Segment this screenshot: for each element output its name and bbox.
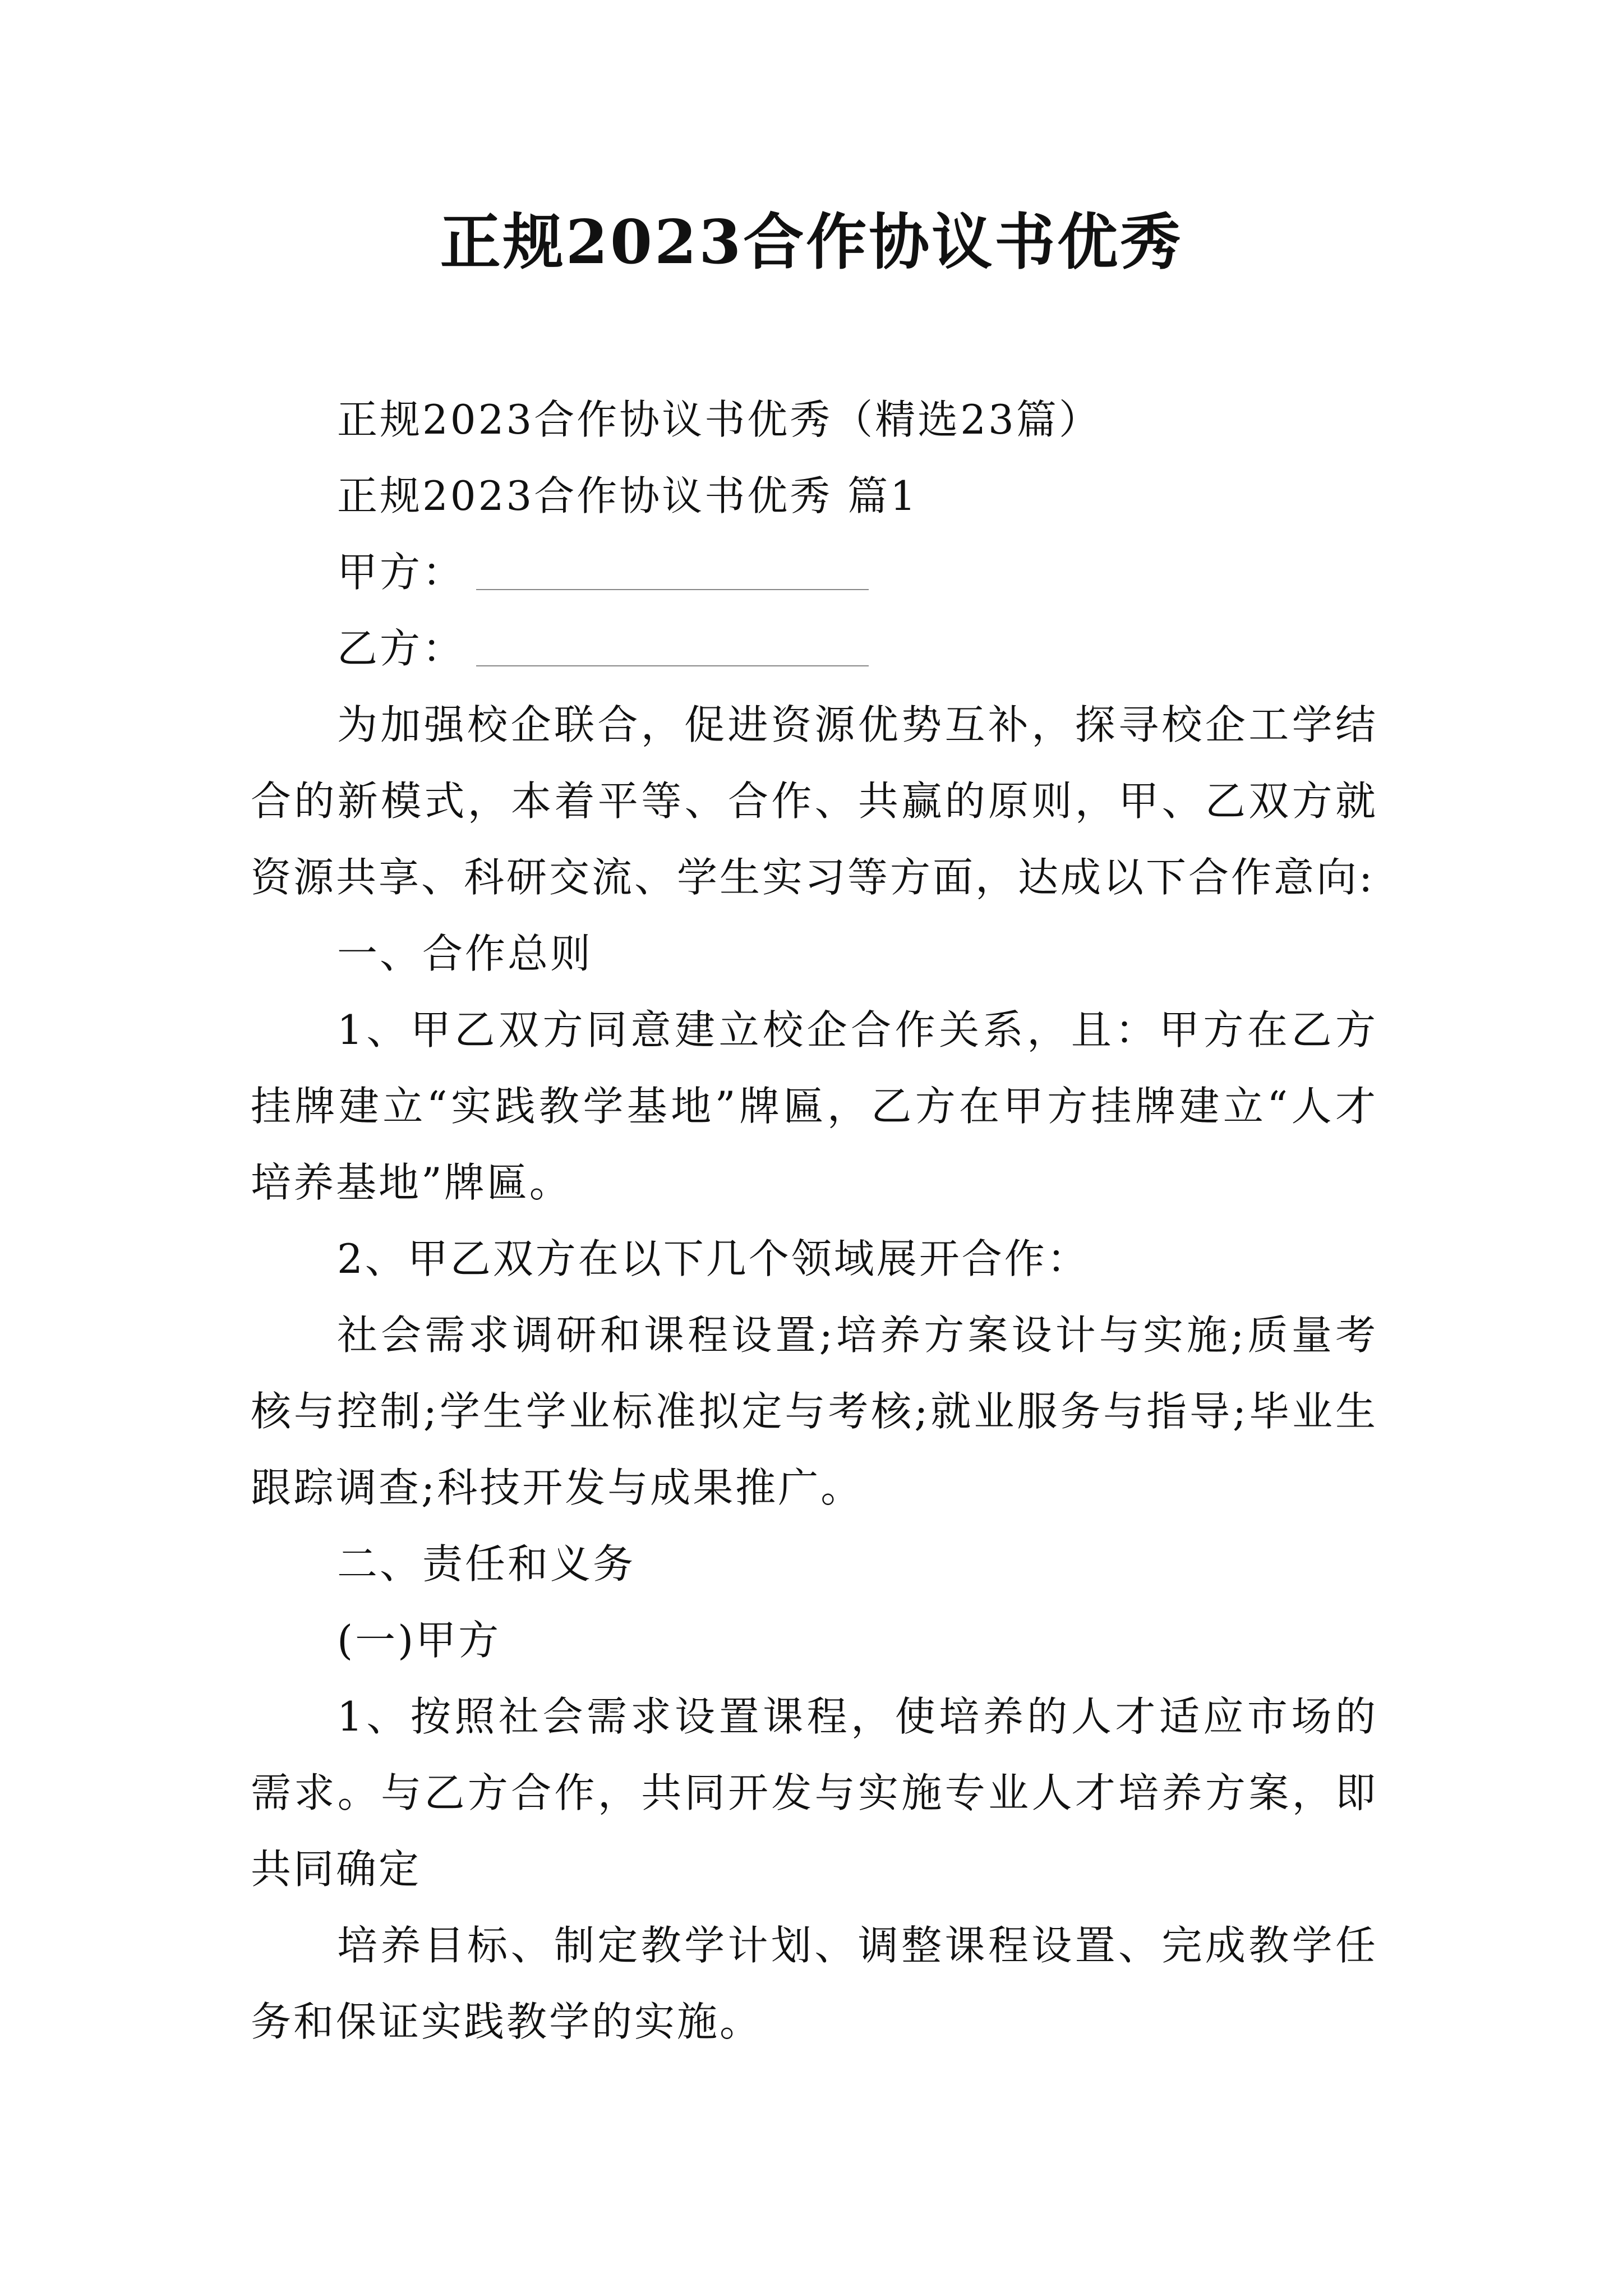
document-title: 正规2023合作协议书优秀 <box>440 207 1183 278</box>
party-a-duty-1: 1、按照社会需求设置课程，使培养的人才适应市场的需求。与乙方合作，共同开发与实施专业人才培养方案，即共同确定 <box>251 1693 1378 1893</box>
document-subtitle: 正规2023合作协议书优秀（精选23篇） <box>337 396 1101 443</box>
heading-general-principles: 一、合作总则 <box>337 930 593 977</box>
heading-party-a: (一)甲方 <box>337 1617 501 1664</box>
party-a-blank-line <box>476 587 869 590</box>
document-body <box>251 381 1378 2060</box>
party-a-duty-1-continued: 培养目标、制定教学计划、调整课程设置、完成教学任务和保证实践教学的实施。 <box>251 1922 1378 2045</box>
clause-2: 2、甲乙双方在以下几个领域展开合作： <box>337 1235 1090 1282</box>
intro-paragraph: 为加强校企联合，促进资源优势互补，探寻校企工学结合的新模式，本着平等、合作、共赢的原则，甲、乙双方就资源共享、科研交流、学生实习等方面，达成以下合作意向: <box>251 701 1378 901</box>
section-heading: 正规2023合作协议书优秀 篇1 <box>337 472 918 519</box>
cooperation-areas-paragraph: 社会需求调研和课程设置;培养方案设计与实施;质量考核与控制;学生学业标准拟定与考核;就业服务与指导;毕业生跟踪调查;科技开发与成果推广。 <box>251 1312 1378 1511</box>
heading-responsibilities: 二、责任和义务 <box>337 1540 636 1588</box>
clause-1: 1、甲乙双方同意建立校企合作关系，且：甲方在乙方挂牌建立“实践教学基地”牌匾，乙方在甲方挂牌建立“人才培养基地”牌匾。 <box>251 1006 1378 1206</box>
party-a-row <box>251 534 1378 610</box>
party-b-label: 乙方： <box>337 625 465 672</box>
party-a-label: 甲方： <box>337 549 465 596</box>
party-b-row <box>251 610 1378 687</box>
party-b-blank-line <box>476 663 869 666</box>
